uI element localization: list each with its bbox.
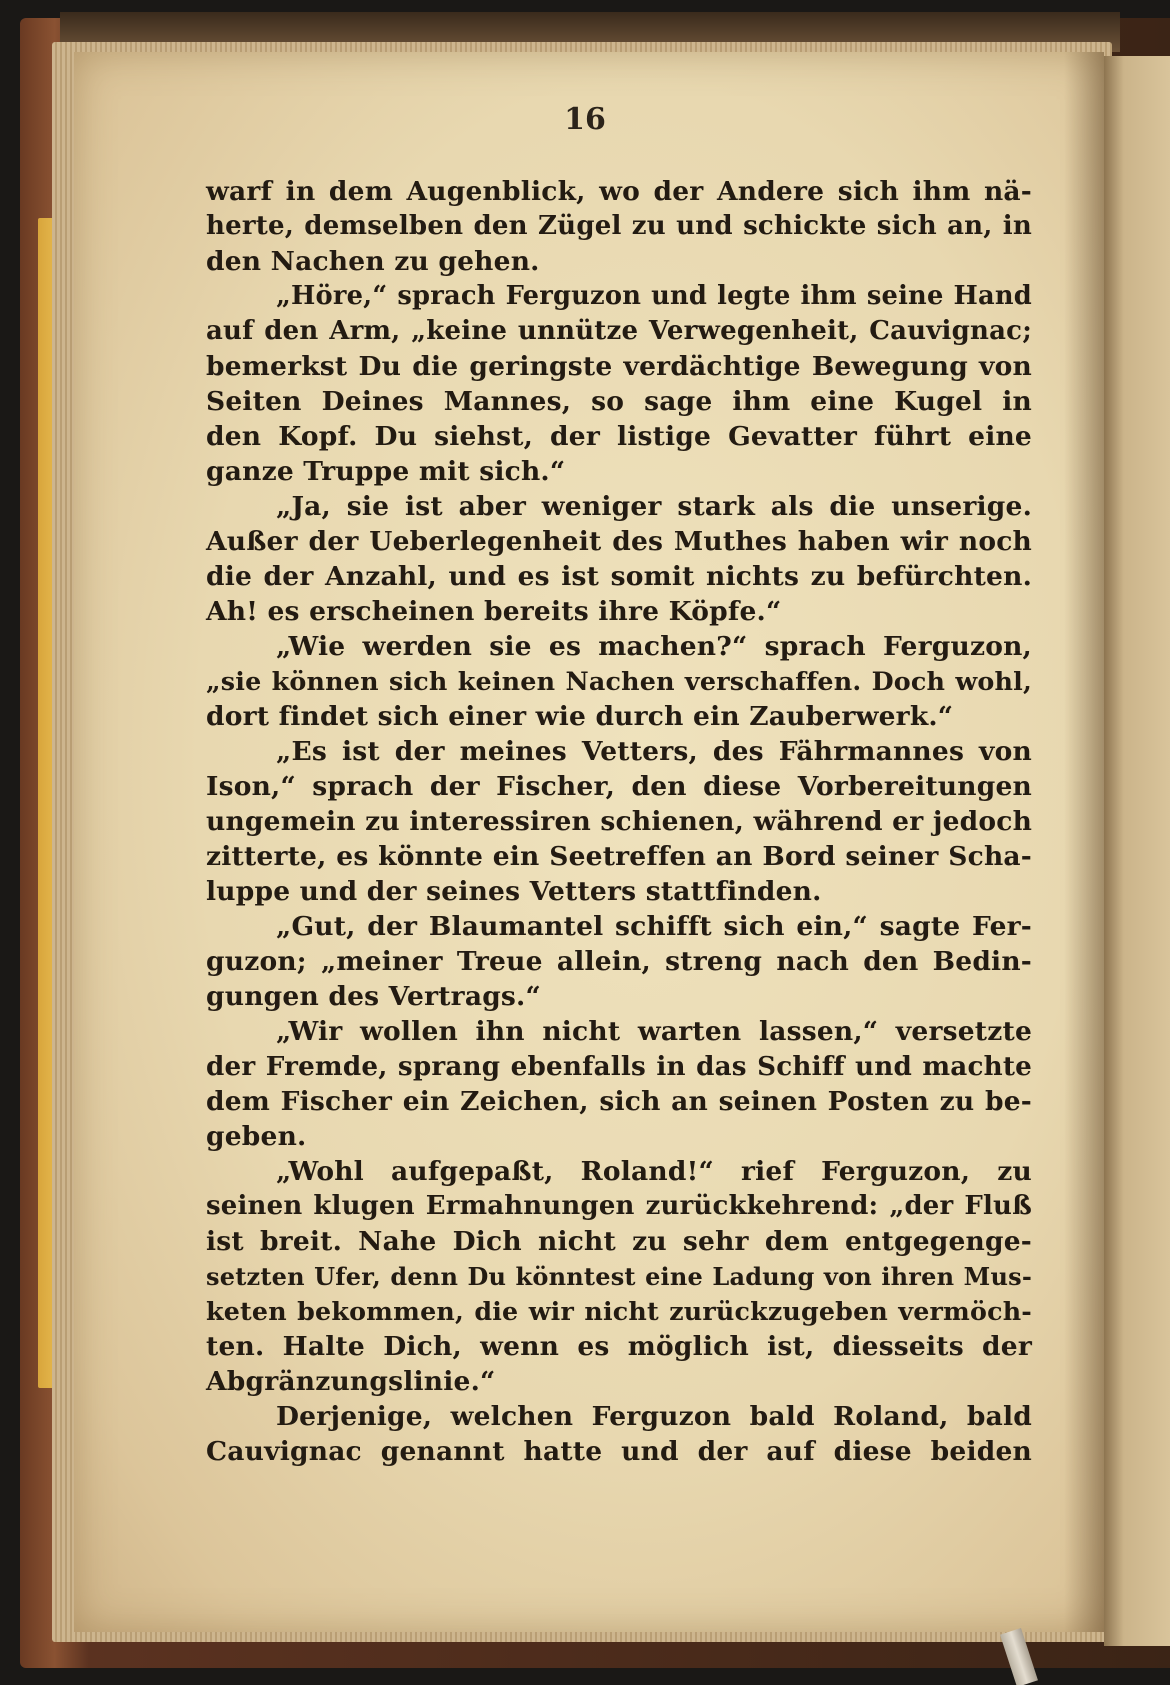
text-line: ganze Truppe mit sich.“ <box>206 456 566 487</box>
text-line: dort findet sich einer wie durch ein Zauberwerk.“ <box>206 701 954 732</box>
text-line: den Nachen zu gehen. <box>206 246 540 277</box>
text-line: zitterte, es könnte ein Seetreffen an Bord seiner Scha- <box>206 841 1032 872</box>
text-line: Ah! es erscheinen bereits ihre Köpfe.“ <box>206 596 782 627</box>
facing-page-edge <box>1104 56 1170 1646</box>
text-line: „Wir wollen ihn nicht warten lassen,“ versetzte <box>276 1016 1032 1047</box>
text-line: Abgränzungslinie.“ <box>206 1366 496 1397</box>
text-line: bemerkst Du die geringste verdächtige Bewegung von <box>206 351 1032 382</box>
text-line: Seiten Deines Mannes, so sage ihm eine Kugel in <box>206 386 1032 417</box>
text-line: warf in dem Augenblick, wo der Andere sich ihm nä- <box>206 176 1032 207</box>
text-line: der Fremde, sprang ebenfalls in das Schiff und machte <box>206 1051 1032 1082</box>
gutter-shadow <box>1064 52 1104 1632</box>
text-line: „Ja, sie ist aber weniger stark als die unserige. <box>276 491 1032 522</box>
text-line: „Höre,“ sprach Ferguzon und legte ihm seine Hand <box>276 281 1032 311</box>
body-text <box>206 174 1032 1469</box>
text-line: Ison,“ sprach der Fischer, den diese Vorbereitungen <box>206 771 1032 802</box>
text-line: „Wohl aufgepaßt, Roland!“ rief Ferguzon, zu <box>276 1156 1032 1187</box>
text-line: seinen klugen Ermahnungen zurückkehrend: „der Fluß <box>206 1191 1032 1221</box>
text-line: guzon; „meiner Treue allein, streng nach den Bedin- <box>206 946 1032 977</box>
text-line: auf den Arm, „keine unnütze Verwegenheit, Cauvignac; <box>206 316 1032 346</box>
text-line: gungen des Vertrags.“ <box>206 981 541 1012</box>
text-line: geben. <box>206 1121 307 1152</box>
text-line: herte, demselben den Zügel zu und schickte sich an, in <box>206 211 1032 241</box>
text-line: ten. Halte Dich, wenn es möglich ist, diesseits der <box>206 1331 1032 1362</box>
text-line: die der Anzahl, und es ist somit nichts zu befürchten. <box>206 561 1032 592</box>
text-line: dem Fischer ein Zeichen, sich an seinen Posten zu be- <box>206 1086 1032 1117</box>
page-number: 16 <box>564 102 606 137</box>
text-line: Derjenige, welchen Ferguzon bald Roland, bald <box>276 1401 1032 1432</box>
text-line: luppe und der seines Vetters stattfinden. <box>206 876 822 907</box>
text-line: keten bekommen, die wir nicht zurückzugeben vermöch- <box>206 1296 1032 1326</box>
text-line: „Es ist der meines Vetters, des Fährmannes von <box>276 736 1032 767</box>
text-line: Außer der Ueberlegenheit des Muthes haben wir noch <box>206 526 1032 557</box>
text-line: ist breit. Nahe Dich nicht zu sehr dem entgegenge- <box>206 1226 1032 1257</box>
text-line: „sie können sich keinen Nachen verschaffen. Doch wohl, <box>206 666 1032 696</box>
text-line: setzten Ufer, denn Du könntest eine Ladung von ihren Mus- <box>206 1262 1032 1291</box>
text-line: den Kopf. Du siehst, der listige Gevatter führt eine <box>206 421 1032 452</box>
text-line: ungemein zu interessiren schienen, während er jedoch <box>206 806 1033 837</box>
text-line: „Wie werden sie es machen?“ sprach Ferguzon, <box>276 631 1032 662</box>
text-line: Cauvignac genannt hatte und der auf diese beiden <box>206 1436 1032 1467</box>
text-line: „Gut, der Blaumantel schifft sich ein,“ sagte Fer- <box>276 911 1032 942</box>
